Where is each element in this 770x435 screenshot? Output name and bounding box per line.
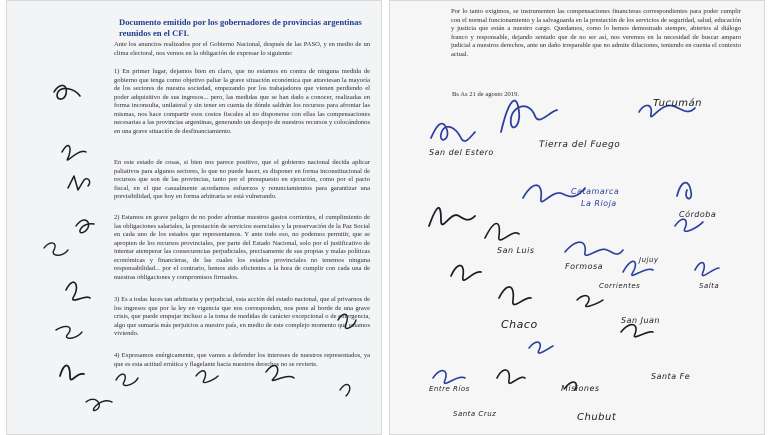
point-1b-paragraph: En este estado de cosas, si bien nos parece positivo, que el gobierno nacional decida aplicar paliativos para algunos sectores, lo que no puede hacer, es disponer en forma inconstitucional de recursos que son de las provincias, tanto por el presupuesto en ejecución, como por el pacto fiscal, en el que casualmente acordamos esfuerzos y renunciamientos para garantizar una previsibilidad, que hoy en forma arbitraria se está vulnerando.: [114, 159, 370, 201]
document-page-right: [389, 0, 765, 435]
caption-santa-fe: Santa Fe: [651, 372, 691, 381]
caption-misiones: Misiones: [561, 384, 600, 393]
document-page-left: [6, 0, 382, 435]
caption-san-luis: San Luis: [497, 246, 535, 255]
caption-entre-rios: Entre Ríos: [429, 385, 470, 393]
caption-formosa: Formosa: [565, 262, 604, 271]
caption-santiago-del-estero: San del Estero: [429, 148, 494, 157]
point-3-paragraph: 3) Es a todas luces tan arbitraria y perjudicial, esta acción del estado nacional, que al privarnos de los ingresos que por la ley en vigencia que nos corresponden, nos pone al borde de una grave crisis, que puede empujar incluso a la toma de medidas de carácter excepcional o de emergencia, algo que sumaría más perjuicios a nuestro país, en medio de este complejo momento que estamos viviendo.: [114, 296, 370, 338]
caption-corrientes: Corrientes: [599, 282, 641, 290]
caption-jujuy: Jujuy: [639, 256, 659, 264]
caption-salta: Salta: [699, 282, 720, 290]
caption-la-rioja: La Rioja: [581, 199, 617, 208]
closing-paragraph: Por lo tanto exigimos, se instrumenten las compensaciones financieras correspondientes para poder cumplir con el normal funcionamiento y la salvaguarda en la prestación de los servicios de seguridad, salud, educación y justicia que están a nuestro cargo. Quedamos, como lo hemos demostrado siempre, abiertos al diálogo franco y responsable, dejando sentado que de no ser así, nos veremos en la necesidad de buscar amparo judicial a nuestros derechos, ante un daño irreparable que no admite dilaciones, teniendo en cuenta el contexto actual.: [451, 8, 741, 58]
point-4-paragraph: 4) Expresamos enérgicamente, que vamos a defender los intereses de nuestros representados, ya que es esta actitud errática y flagelante hacia nuestros derechos no se revierte.: [114, 352, 370, 368]
caption-tierra-del-fuego: Tierra del Fuego: [539, 140, 621, 150]
caption-san-juan: San Juan: [621, 316, 660, 325]
caption-santa-cruz: Santa Cruz: [453, 410, 497, 418]
point-1-paragraph: 1) En primer lugar, dejamos bien en claro, que no estamos en contra de ninguna medida de gobierno que tenga como objetivo paliar la grave situación económica que atraviesan la mayoría de los sectores de nuestra sociedad, empezando por los trabajadores que vienen perdiendo el poder adquisitivo de sus ingresos... pero, las medidas que se han dado a conocer, realizadas en forma inconsulta, unilateral y sin tener en cuenta de dónde saldrán los recursos para afrontar las mismas, nos hace compartir esos costos fiscales al no disponerse con ellas las compensaciones necesarias a las provincias argentinas, generando un despojo de nuestros recursos y colocándonos en una grave situación de desfinanciamiento.: [114, 68, 370, 135]
document-title: Documento emitido por los gobernadores de provincias argentinas reunidos en el CFI.: [119, 17, 362, 38]
document-date: Bs As 21 de agosto 2019.: [452, 91, 520, 98]
caption-chubut: Chubut: [577, 412, 617, 423]
point-2-paragraph: 2) Estamos en grave peligro de no poder afrontar nuestros gastos corrientes, el cumplimiento de las obligaciones salariales, la prestación de servicios esenciales y la preservación de la Paz Social en cada uno de los estados que representamos. Y ante todo eso, no podemos permitir, que se apropien de los recursos provinciales, por parte del Estado Nacional, solo por el justificativo de intentar atemperar las consecuencias perjudiciales, precisamente de sus propias y malas políticas económicas y financieras, de las cuales los estados provinciales no tenemos ninguna responsabilidad... por el contrario, hemos sido eficientes a la hora de cumplir con cada una de nuestras obligaciones y compromisos firmados.: [114, 214, 370, 281]
caption-tucuman: Tucumán: [653, 98, 702, 109]
caption-chaco: Chaco: [501, 318, 538, 331]
caption-cordoba: Córdoba: [679, 210, 717, 219]
intro-paragraph: Ante los anuncios realizados por el Gobierno Nacional, después de las PASO, y en medio de un clima electoral, nos vemos en la obligación de expresar lo siguiente:: [114, 41, 370, 57]
caption-catamarca: Catamarca: [571, 187, 620, 196]
